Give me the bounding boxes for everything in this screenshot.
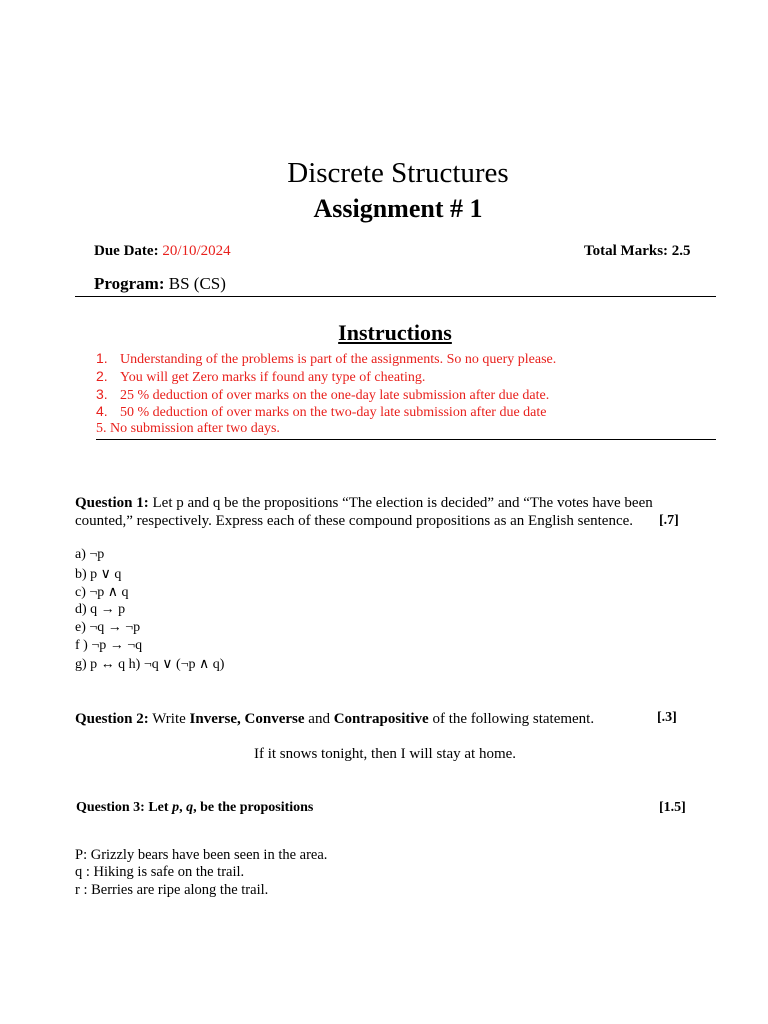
total-marks: Total Marks: 2.5 — [584, 243, 691, 259]
question-3-marks: [1.5] — [659, 800, 686, 815]
instruction-item — [96, 368, 425, 386]
question-3-line — [76, 799, 313, 817]
question-2-contrapositive: Contrapositive — [333, 711, 429, 727]
question-3-label: Question 3: — [76, 800, 145, 815]
due-date — [94, 243, 231, 260]
question-1-text-1: Let p and q be the propositions “The election is decided” and “The votes have been — [148, 495, 653, 511]
instruction-text: 50 % deduction of over marks on the two-day late submission after due date — [120, 405, 547, 420]
option-item: b) p ∨ q — [75, 567, 122, 582]
instruction-num: 4. — [96, 403, 108, 419]
option-item: g) p ↔ q h) ¬q ∨ (¬p ∧ q) — [75, 657, 225, 672]
question-2-and: and — [304, 711, 334, 727]
instruction-num: 3. — [96, 386, 108, 402]
instruction-text: Understanding of the problems is part of the assignments. So no query please. — [120, 352, 557, 367]
proposition-item: r : Berries are ripe along the trail. — [75, 882, 269, 898]
instruction-num: 1. — [96, 350, 108, 366]
question-2-statement: If it snows tonight, then I will stay at home. — [253, 746, 517, 762]
question-2-converse: Converse — [244, 711, 305, 727]
due-date-label: Due Date: — [94, 243, 159, 259]
question-2-pre: Write — [148, 711, 190, 727]
question-3-post: , be the propositions — [193, 800, 314, 815]
document-subtitle: Assignment # 1 — [313, 194, 483, 223]
question-1-label: Question 1: — [75, 495, 149, 511]
instruction-item — [96, 403, 547, 421]
option-item: f ) ¬p → ¬q — [75, 638, 143, 653]
question-1-marks: [.7] — [659, 513, 679, 528]
instruction-num: 2. — [96, 368, 108, 384]
question-2-post: of the following statement. — [428, 711, 595, 727]
question-1-text-2: counted,” respectively. Express each of these compound propositions as an English sentence. — [75, 513, 634, 529]
question-3-comma: , — [179, 800, 187, 815]
proposition-item: P: Grizzly bears have been seen in the area. — [75, 847, 328, 863]
question-3-p: p — [172, 800, 180, 815]
proposition-item: q : Hiking is safe on the trail. — [75, 864, 245, 880]
question-2-marks: [.3] — [657, 710, 677, 725]
question-2-line — [75, 710, 594, 728]
instruction-item — [96, 386, 549, 404]
document-title: Discrete Structures — [287, 157, 509, 189]
question-1-line-1 — [75, 494, 653, 512]
option-item: a) ¬p — [75, 547, 105, 562]
program-label: Program: — [94, 274, 165, 293]
instruction-item-last: 5. No submission after two days. — [96, 421, 280, 436]
option-item: c) ¬p ∧ q — [75, 585, 129, 600]
instruction-text: 25 % deduction of over marks on the one-day late submission after due date. — [120, 388, 550, 403]
instruction-text: You will get Zero marks if found any type of cheating. — [120, 370, 426, 385]
question-2-label: Question 2: — [75, 711, 149, 727]
option-item: d) q → p — [75, 602, 126, 617]
question-2-inverse: Inverse, — [189, 711, 241, 727]
due-date-value: 20/10/2024 — [162, 243, 231, 259]
question-3-pre: Let — [144, 800, 173, 815]
instructions-divider — [96, 439, 716, 440]
option-item: e) ¬q → ¬p — [75, 620, 141, 635]
header-divider — [75, 296, 716, 297]
instructions-heading: Instructions — [338, 320, 452, 345]
question-3-q: q — [186, 800, 194, 815]
program — [94, 274, 226, 294]
program-value: BS (CS) — [168, 274, 226, 293]
instruction-item — [96, 350, 556, 368]
